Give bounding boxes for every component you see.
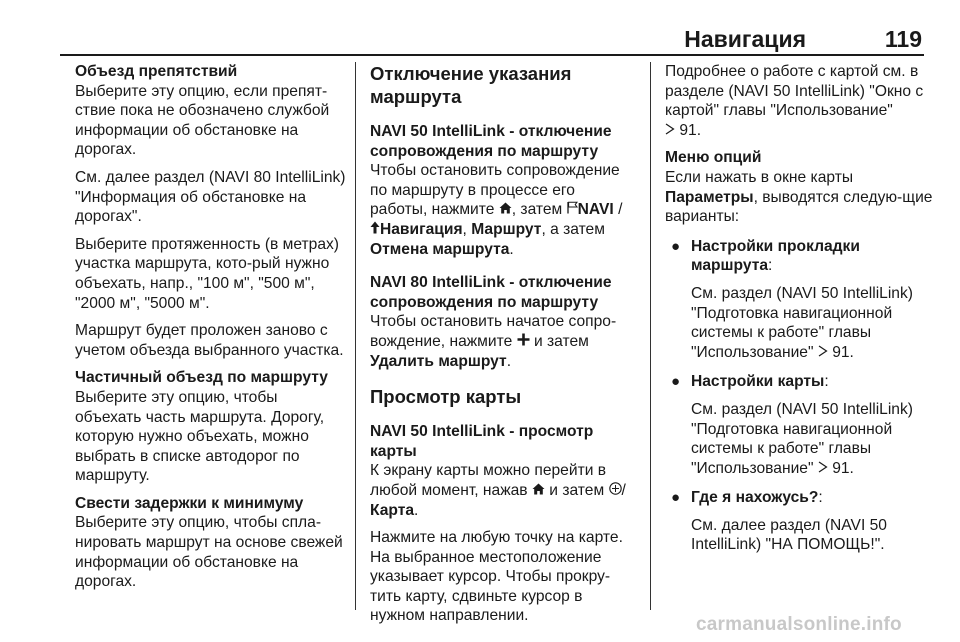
option-colon: : <box>818 489 823 507</box>
page-ref-icon <box>818 343 828 363</box>
column-right <box>665 62 935 565</box>
paragraph <box>370 273 632 371</box>
paragraph <box>665 62 935 140</box>
paragraph-text: , затем <box>511 201 563 219</box>
paragraph-text: Подробнее о работе с картой см. в разделе (NAVI 50 IntelliLink) "Окно с картой" главы "Использование" <box>665 63 924 120</box>
paragraph-text: Выберите эту опцию, чтобы объехать часть маршрута. Дорогу, которую нужно объехать, можно выбрать в списке автодорог по маршруту. <box>75 388 325 485</box>
paragraph-text: Если нажать в окне карты <box>665 168 854 186</box>
list-item <box>665 488 935 555</box>
subheading: NAVI 50 IntelliLink - отключение сопровождения по маршруту <box>370 123 612 160</box>
navigation-arrow-icon <box>370 220 380 240</box>
page-header <box>60 20 924 56</box>
map-globe-icon <box>609 481 622 501</box>
paragraph: См. далее раздел (NAVI 80 IntelliLink) "Информация об обстановке на дорогах". <box>75 168 346 226</box>
delete-route-label: Удалить маршрут <box>370 352 507 370</box>
home-icon <box>532 481 545 501</box>
page-ref-icon <box>665 121 675 141</box>
parameters-label: Параметры <box>665 188 754 206</box>
subheading: Объезд препятствий <box>75 63 238 80</box>
paragraph: Маршрут будет проложен заново с учетом объезда выбранного участка. <box>75 322 344 359</box>
page-ref-icon <box>818 459 828 479</box>
paragraph-text: Выберите эту опцию, если препят-ствие пока не обозначено службой информации об обстановке на дорогах. <box>75 82 330 159</box>
page-ref: 91. <box>832 343 854 361</box>
section-heading: Просмотр карты <box>370 386 522 408</box>
paragraph: Выберите протяженность (в метрах) участка маршрута, кото-рый нужно объехать, напр., "100 м", "500 м", "2000 м", "5000 м". <box>75 235 339 312</box>
option-text <box>691 284 935 362</box>
flag-icon <box>567 200 578 220</box>
paragraph-text: и затем <box>533 332 589 350</box>
map-label: Карта <box>370 501 415 519</box>
bullet-icon: ● <box>671 489 681 507</box>
paragraph <box>370 422 632 520</box>
column-divider <box>355 62 356 610</box>
option-title: Настройки карты <box>691 373 825 391</box>
option-colon: : <box>768 257 773 275</box>
paragraph-text: , а затем <box>541 220 605 238</box>
column-middle <box>370 62 632 634</box>
option-title: Настройки прокладки маршрута <box>691 237 860 275</box>
navi-label: NAVI <box>577 201 614 219</box>
subheading: Меню опций <box>665 149 762 167</box>
paragraph <box>75 62 347 160</box>
paragraph-text: . <box>414 501 419 519</box>
list-item <box>665 372 935 478</box>
paragraph: Нажмите на любую точку на карте. На выбранное местоположение указывает курсор. Чтобы прокру-тить карту, сдвиньте курсор в нужном направлении. <box>370 529 623 625</box>
paragraph-text: Выберите эту опцию, чтобы спла-нировать маршрут на основе свежей информации об обстановке на дорогах. <box>75 514 343 591</box>
watermark: carmanualsonline.info <box>696 614 902 635</box>
paragraph-text: . <box>506 352 512 370</box>
paragraph <box>75 494 347 592</box>
subheading: NAVI 80 IntelliLink - отключение сопровождения по маршруту <box>370 274 612 311</box>
navigation-label: Навигация <box>380 220 463 238</box>
bullet-icon: ● <box>671 237 681 255</box>
option-desc: См. раздел (NAVI 50 IntelliLink) "Подготовка навигационной системы к работе" главы "Использование" <box>691 400 913 477</box>
subheading: NAVI 50 IntelliLink - просмотр карты <box>370 423 594 460</box>
paragraph <box>665 148 935 226</box>
home-icon <box>499 200 512 220</box>
options-list <box>665 237 935 555</box>
option-text: См. далее раздел (NAVI 50 IntelliLink) "НА ПОМОЩЬ!". <box>691 516 887 554</box>
section-title: Навигация <box>684 26 806 52</box>
column-left <box>75 62 347 600</box>
page-ref: 91. <box>832 459 854 477</box>
list-item <box>665 237 935 363</box>
paragraph-text: / <box>621 481 626 499</box>
cancel-route-label: Отмена маршрута <box>370 240 510 258</box>
route-label: Маршрут <box>471 220 542 238</box>
paragraph-text: , выводятся следую-щие варианты: <box>665 188 933 226</box>
option-title: Где я нахожусь? <box>691 489 819 507</box>
paragraph-text: / <box>618 201 623 219</box>
paragraph-text: . <box>509 240 514 258</box>
plus-icon <box>517 332 530 352</box>
paragraph-text: Чтобы остановить начатое сопро-вождение, нажмите <box>370 313 617 350</box>
bullet-icon: ● <box>671 373 681 391</box>
paragraph-text: и затем <box>549 481 605 499</box>
page-number: 119 <box>884 26 922 52</box>
section-heading: Отключение указания маршрута <box>370 63 572 107</box>
subheading: Свести задержки к минимуму <box>75 494 304 512</box>
page-ref: 91. <box>679 121 702 139</box>
option-desc: См. раздел (NAVI 50 IntelliLink) "Подготовка навигационной системы к работе" главы "Использование" <box>691 284 913 361</box>
paragraph <box>370 122 632 259</box>
paragraph-text: К экрану карты можно перейти в любой момент, нажав <box>370 462 607 499</box>
option-colon: : <box>824 373 829 391</box>
paragraph-text: Чтобы остановить сопровождение по маршруту в процессе его работы, нажмите <box>370 162 620 219</box>
paragraph <box>75 368 347 486</box>
column-divider <box>650 62 651 610</box>
option-text <box>691 400 935 478</box>
paragraph-text: , <box>462 220 467 238</box>
subheading: Частичный объезд по маршруту <box>75 369 328 387</box>
